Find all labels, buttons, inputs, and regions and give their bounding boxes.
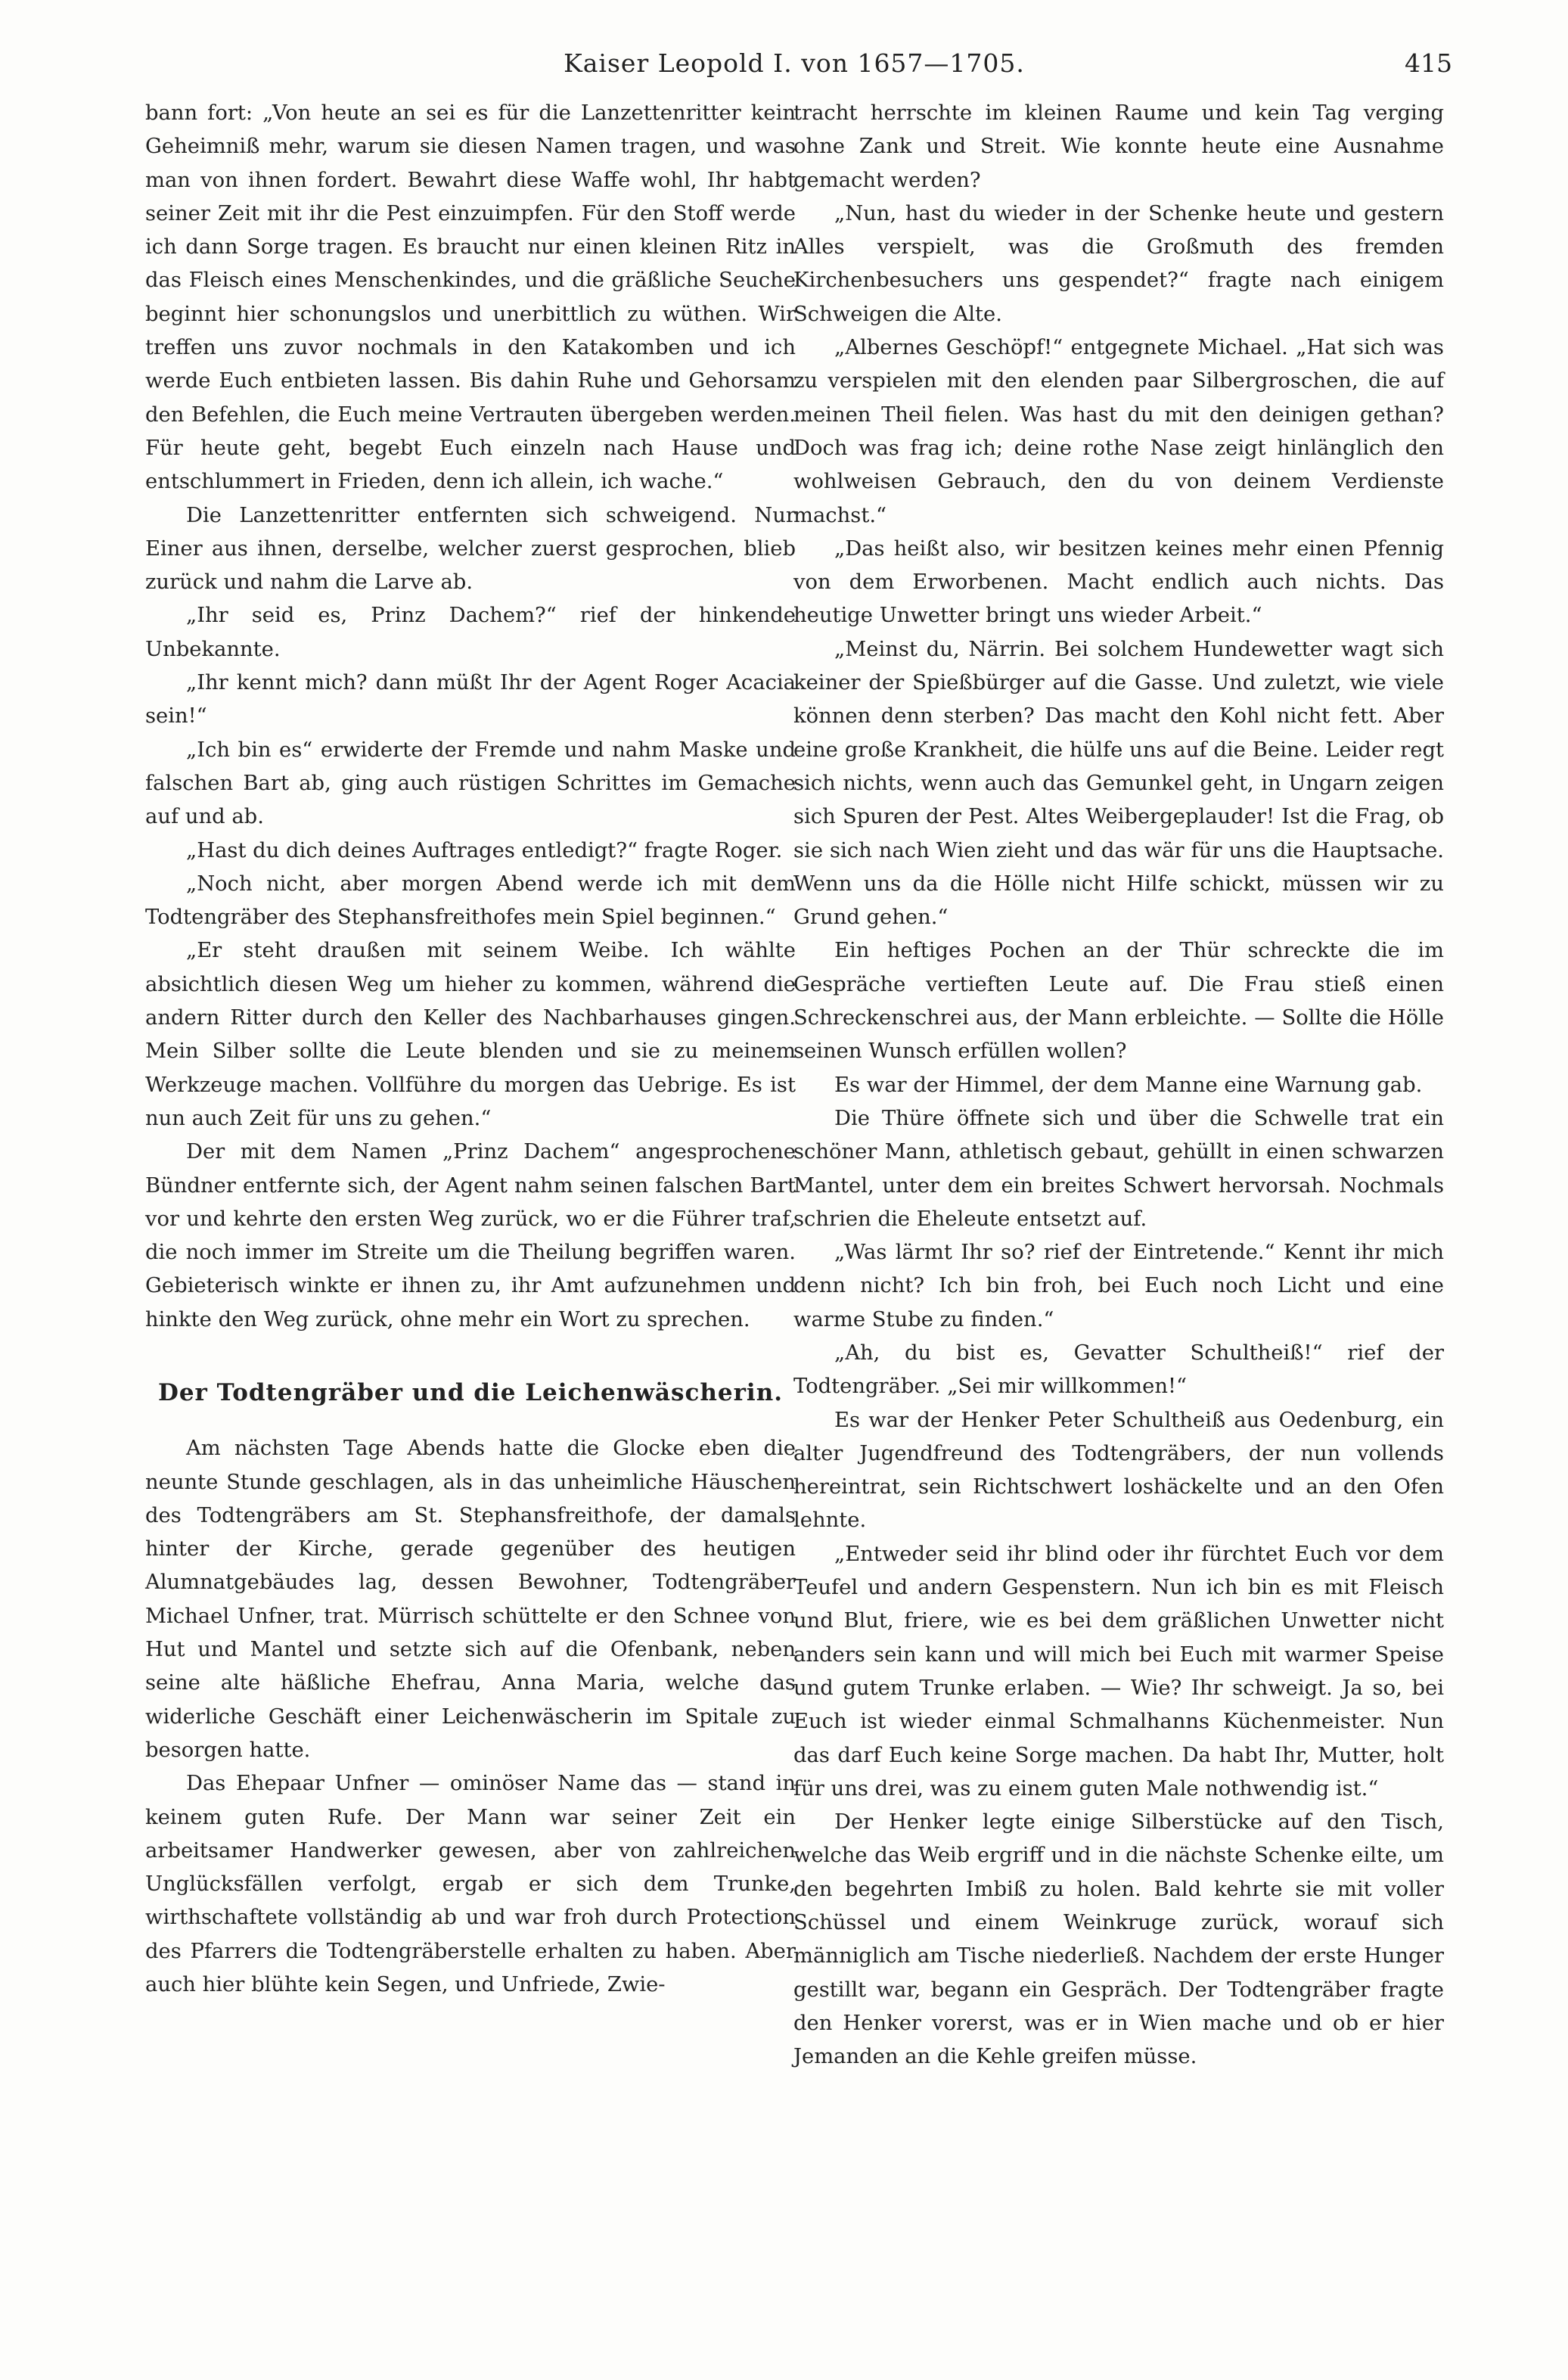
paragraph: bann fort: „Von heute an sei es für die Lanzettenritter kein Geheimniß mehr, warum sie diesen Namen tragen, und was man von ihnen fordert. Bewahrt diese Waffe wohl, Ihr habt seiner Zeit mit ihr die Pest einzuimpfen. Für den Stoff werde ich dann Sorge tragen. Es braucht nur einen kleinen Ritz in das Fleisch eines Menschenkindes, und die gräßliche Seuche beginnt hier schonungslos und unerbittlich zu wüthen. Wir treffen uns zuvor nochmals in den Katakomben und ich werde Euch entbieten lassen. Bis dahin Ruhe und Gehorsam den Befehlen, die Euch meine Vertrauten übergeben werden. Für heute geht, begebt Euch einzeln nach Hause und entschlummert in Frieden, denn ich allein, ich wache.“ [145,101,796,494]
paragraph: Es war der Henker Peter Schultheiß aus Oedenburg, ein alter Jugendfreund des Todtengräbers, der nun vollends hereintrat, sein Richtschwert loshäckelte und an den Ofen lehnte. [793,1408,1444,1533]
left-column [145,97,796,2002]
paragraph: „Ihr seid es, Prinz Dachem?“ rief der hinkende Unbekannte. [145,604,796,661]
paragraph: Die Thüre öffnete sich und über die Schwelle trat ein schöner Mann, athletisch gebaut, gehüllt in einen schwarzen Mantel, unter dem ein breites Schwert hervorsah. Nochmals schrien die Eheleute entsetzt auf. [793,1106,1444,1231]
paragraph: „Noch nicht, aber morgen Abend werde ich mit dem Todtengräber des Stephansfreithofes mein Spiel beginnen.“ [145,872,796,930]
paragraph: Es war der Himmel, der dem Manne eine Warnung gab. [834,1073,1423,1097]
paragraph: „Ich bin es“ erwiderte der Fremde und nahm Maske und falschen Bart ab, ging auch rüstigen Schrittes im Gemache auf und ab. [145,738,796,829]
paragraph: Die Lanzettenritter entfernten sich schweigend. Nur Einer aus ihnen, derselbe, welcher zuerst gesprochen, blieb zurück und nahm die Larve ab. [145,503,796,595]
paragraph: „Was lärmt Ihr so? rief der Eintretende.“ Kennt ihr mich denn nicht? Ich bin froh, bei Euch noch Licht und eine warme Stube zu finden.“ [793,1241,1444,1331]
paragraph: „Nun, hast du wieder in der Schenke heute und gestern Alles verspielt, was die Großmuth des fremden Kirchenbesuchers uns gespendet?“ fragte nach einigem Schweigen die Alte. [793,201,1444,326]
section-heading: Der Todtengräber und die Leichenwäscherin. [157,1378,784,1406]
paragraph: „Er steht draußen mit seinem Weibe. Ich wählte absichtlich diesen Weg um hieher zu kommen, während die andern Ritter durch den Keller des Nachbarhauses gingen. Mein Silber sollte die Leute blenden und sie zu meinem Werkzeuge machen. Vollführe du morgen das Uebrige. Es ist nun auch Zeit für uns zu gehen.“ [145,939,796,1130]
paragraph: „Das heißt also, wir besitzen keines mehr einen Pfennig von dem Erworbenen. Macht endlich auch nichts. Das heutige Unwetter bringt uns wieder Arbeit.“ [793,536,1444,628]
page-number: 415 [1405,48,1452,78]
paragraph: „Ah, du bist es, Gevatter Schultheiß!“ rief der Todtengräber. „Sei mir willkommen!“ [793,1341,1444,1399]
paragraph: Am nächsten Tage Abends hatte die Glocke eben die neunte Stunde geschlagen, als in das unheimliche Häuschen des Todtengräbers am St. Stephansfreithofe, der damals hinter der Kirche, gerade gegenüber des heutigen Alumnatgebäudes lag, dessen Bewohner, Todtengräber Michael Unfner, trat. Mürrisch schüttelte er den Schnee von Hut und Mantel und setzte sich auf die Ofenbank, neben seine alte häßliche Ehefrau, Anna Maria, welche das widerliche Geschäft einer Leichenwäscherin im Spitale zu besorgen hatte. [145,1437,796,1762]
paragraph: „Albernes Geschöpf!“ entgegnete Michael. „Hat sich was zu verspielen mit den elenden paar Silbergroschen, die auf meinen Theil fielen. Was hast du mit den deinigen gethan? Doch was frag ich; deine rothe Nase zeigt hinlänglich den wohlweisen Gebrauch, den du von deinem Verdienste machst.“ [793,336,1444,527]
paragraph: „Meinst du, Närrin. Bei solchem Hundewetter wagt sich keiner der Spießbürger auf die Gasse. Und zuletzt, wie viele können denn sterben? Das macht den Kohl nicht fett. Aber eine große Krankheit, die hülfe uns auf die Beine. Leider regt sich nichts, wenn auch das Gemunkel geht, in Ungarn zeigen sich Spuren der Pest. Altes Weibergeplauder! Ist die Frag, ob sie sich nach Wien zieht und das wär für uns die Hauptsache. Wenn uns da die Hölle nicht Hilfe schickt, müssen wir zu Grund gehen.“ [793,637,1444,930]
right-column [793,97,1444,2074]
paragraph: „Ihr kennt mich? dann müßt Ihr der Agent Roger Acacia sein!“ [145,671,796,729]
running-title: Kaiser Leopold I. von 1657—1705. [564,48,1025,78]
paragraph: Der Henker legte einige Silberstücke auf den Tisch, welche das Weib ergriff und in die nächste Schenke eilte, um den begehrten Imbiß zu holen. Bald kehrte sie mit voller Schüssel und einem Weinkruge zurück, worauf sich männiglich am Tische niederließ. Nachdem der erste Hunger gestillt war, begann ein Gespräch. Der Todtengräber fragte den Henker vorerst, was er in Wien mache und ob er hier Jemanden an die Kehle greifen müsse. [793,1810,1444,2069]
paragraph: „Entweder seid ihr blind oder ihr fürchtet Euch vor dem Teufel und andern Gespenstern. Nun ich bin es mit Fleisch und Blut, friere, wie es bei dem gräßlichen Unwetter nicht anders sein kann und will mich bei Euch mit warmer Speise und gutem Trunke erlaben. — Wie? Ihr schweigt. Ja so, bei Euch ist wieder einmal Schmalhanns Küchenmeister. Nun das darf Euch keine Sorge machen. Da habt Ihr, Mutter, holt für uns drei, was zu einem guten Male nothwendig ist.“ [793,1542,1444,1801]
paragraph: Das Ehepaar Unfner — ominöser Name das — stand in keinem guten Rufe. Der Mann war seiner Zeit ein arbeitsamer Handwerker gewesen, aber von zahlreichen Unglücksfällen verfolgt, ergab er sich dem Trunke, wirthschaftete vollständig ab und war froh durch Protection des Pfarrers die Todtengräberstelle erhalten zu haben. Aber auch hier blühte kein Segen, und Unfriede, Zwie- [145,1772,796,1997]
paragraph: Der mit dem Namen „Prinz Dachem“ angesprochene Bündner entfernte sich, der Agent nahm seinen falschen Bart vor und kehrte den ersten Weg zurück, wo er die Führer traf, die noch immer im Streite um die Theilung begriffen waren. Gebieterisch winkte er ihnen zu, ihr Amt aufzunehmen und hinkte den Weg zurück, ohne mehr ein Wort zu sprechen. [145,1140,796,1331]
paragraph: Ein heftiges Pochen an der Thür schreckte die im Gespräche vertieften Leute auf. Die Frau stieß einen Schreckenschrei aus, der Mann erbleichte. — Sollte die Hölle seinen Wunsch erfüllen wollen? [793,939,1444,1064]
paragraph: „Hast du dich deines Auftrages entledigt?“ fragte Roger. [186,838,783,862]
paragraph: tracht herrschte im kleinen Raume und kein Tag verging ohne Zank und Streit. Wie konnte heute eine Ausnahme gemacht werden? [793,101,1444,192]
running-head [136,44,1452,89]
